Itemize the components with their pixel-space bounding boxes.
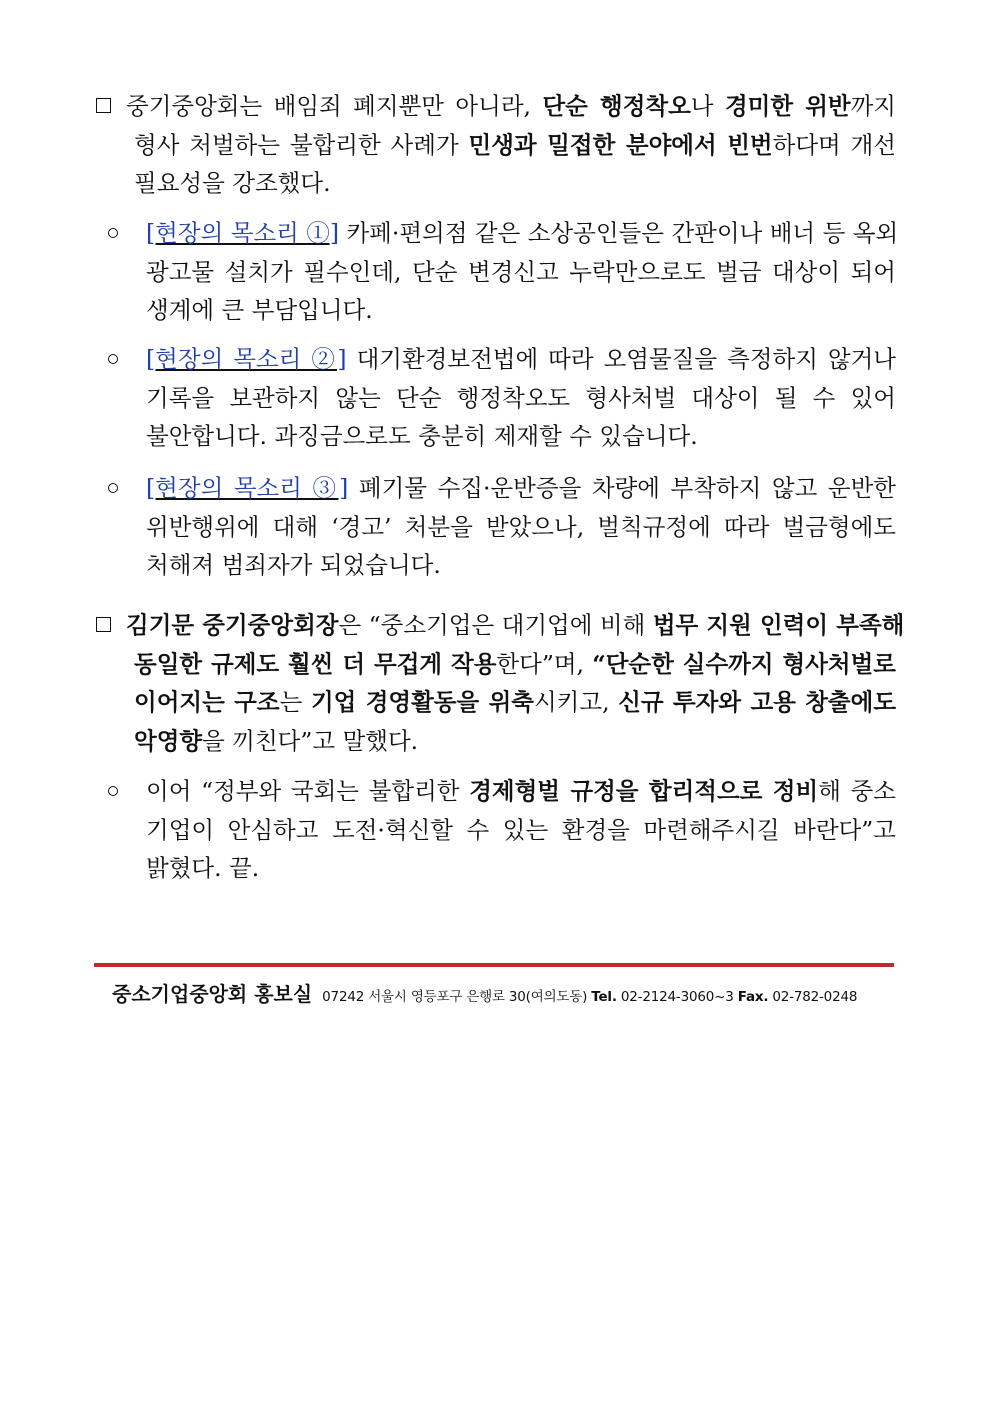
text-run: 카페·편의점 같은 소상공인들은 간판이나 배너 등 옥외 bbox=[338, 219, 899, 247]
text-run: 광고물 설치가 필수인데, 단순 변경신고 누락만으로도 벌금 대상이 되어 bbox=[146, 257, 896, 286]
square-bullet-icon bbox=[96, 87, 126, 126]
text-line bbox=[108, 253, 896, 292]
text-run: 기록을 보관하지 않는 단순 행정착오도 형사처벌 대상이 될 수 있어 bbox=[146, 383, 896, 412]
text-run: 시키고, bbox=[533, 688, 619, 716]
text-line bbox=[108, 849, 896, 888]
text-line bbox=[96, 87, 896, 126]
text-run: 중기중앙회는 배임죄 폐지뿐만 아니라, bbox=[126, 92, 543, 120]
text-run: 형사 처벌하는 불합리한 사례가 bbox=[134, 130, 469, 159]
text-line bbox=[96, 645, 896, 684]
text-line bbox=[96, 606, 905, 645]
emphasis-text: “단순한 실수까지 형사처벌로 bbox=[592, 649, 896, 678]
field-voice-3 bbox=[108, 469, 896, 585]
text-line bbox=[96, 683, 896, 722]
text-run: 는 bbox=[279, 688, 311, 716]
footer-fax: 02-782-0248 bbox=[768, 989, 858, 1005]
emphasis-text: 경미한 위반 bbox=[724, 92, 851, 120]
text-line bbox=[96, 722, 896, 761]
text-run: 한다”며, bbox=[496, 649, 593, 678]
field-voice-2 bbox=[108, 340, 896, 456]
text-run: 해 중소 bbox=[818, 777, 896, 805]
text-run: 밝혔다. 끝. bbox=[146, 854, 260, 882]
emphasis-text: 신규 투자와 고용 창출에도 bbox=[618, 688, 897, 716]
emphasis-text: 단순 행정착오 bbox=[542, 92, 691, 120]
square-bullet-icon bbox=[96, 606, 126, 645]
footer-divider bbox=[94, 963, 894, 967]
text-run: 을 끼친다”고 말했다. bbox=[202, 726, 419, 755]
voice-tag: [현장의 목소리 ②] bbox=[146, 345, 347, 373]
emphasis-text: 기업 경영활동을 위축 bbox=[310, 688, 534, 716]
paragraph-sub-1 bbox=[108, 772, 896, 888]
voice-tag: [현장의 목소리 ①] bbox=[146, 219, 339, 247]
circle-bullet-icon bbox=[108, 340, 146, 379]
text-run: 까지 bbox=[850, 92, 896, 120]
text-line bbox=[108, 340, 896, 379]
text-run: 이어 “정부와 국회는 불합리한 bbox=[146, 777, 470, 805]
text-line bbox=[108, 214, 899, 253]
text-line bbox=[108, 469, 896, 508]
text-run: 생계에 큰 부담입니다. bbox=[146, 296, 373, 324]
emphasis-text: 김기문 중기중앙회장 bbox=[126, 611, 339, 639]
footer bbox=[112, 978, 857, 1007]
text-line bbox=[108, 546, 896, 585]
emphasis-text: 경제형벌 규정을 합리적으로 정비 bbox=[469, 777, 819, 805]
paragraph-main-2 bbox=[96, 606, 905, 760]
text-line bbox=[108, 417, 896, 456]
text-run: 필요성을 강조했다. bbox=[134, 169, 331, 197]
text-run: 불안합니다. 과징금으로도 충분히 제재할 수 있습니다. bbox=[146, 422, 698, 450]
circle-bullet-icon bbox=[108, 214, 146, 253]
voice-tag: [현장의 목소리 ③] bbox=[146, 474, 349, 502]
emphasis-text: 악영향 bbox=[134, 726, 203, 755]
text-line bbox=[108, 379, 896, 418]
text-run: 하다며 개선 bbox=[772, 130, 896, 159]
text-run: 은 “중소기업은 대기업에 비해 bbox=[338, 611, 653, 639]
paragraph-main-1 bbox=[96, 87, 896, 203]
footer-org-name: 중소기업중앙회 홍보실 bbox=[112, 982, 313, 1006]
text-run: 위반행위에 대해 ‘경고’ 처분을 받았으나, 벌칙규정에 따라 벌금형에도 bbox=[146, 512, 896, 541]
circle-bullet-icon bbox=[108, 469, 146, 508]
emphasis-text: 민생과 밀접한 분야에서 빈번 bbox=[468, 130, 773, 159]
emphasis-text: 동일한 규제도 훨씬 더 무겁게 작용 bbox=[134, 649, 497, 678]
footer-fax-label: Fax. bbox=[737, 989, 769, 1005]
text-run: 처해져 범죄자가 되었습니다. bbox=[146, 551, 441, 579]
text-run: 나 bbox=[690, 92, 725, 120]
text-run: 폐기물 수집·운반증을 차량에 부착하지 않고 운반한 bbox=[348, 474, 897, 502]
text-run: 기업이 안심하고 도전·혁신할 수 있는 환경을 마련해주시길 바란다”고 bbox=[146, 815, 896, 844]
text-line bbox=[108, 291, 896, 330]
text-line bbox=[108, 508, 896, 547]
footer-tel-label: Tel. bbox=[591, 989, 617, 1005]
text-line bbox=[108, 772, 896, 811]
text-line bbox=[96, 126, 896, 165]
text-line bbox=[108, 811, 896, 850]
emphasis-text: 법무 지원 인력이 부족해 bbox=[652, 611, 905, 639]
text-line bbox=[96, 164, 896, 203]
field-voice-1 bbox=[108, 214, 899, 330]
text-run: 대기환경보전법에 따라 오염물질을 측정하지 않거나 bbox=[346, 345, 896, 373]
footer-tel: 02-2124-3060~3 bbox=[616, 989, 738, 1005]
emphasis-text: 이어지는 구조 bbox=[134, 688, 280, 716]
footer-address: 07242 서울시 영등포구 은행로 30(여의도동) bbox=[322, 989, 592, 1005]
circle-bullet-icon bbox=[108, 772, 146, 811]
